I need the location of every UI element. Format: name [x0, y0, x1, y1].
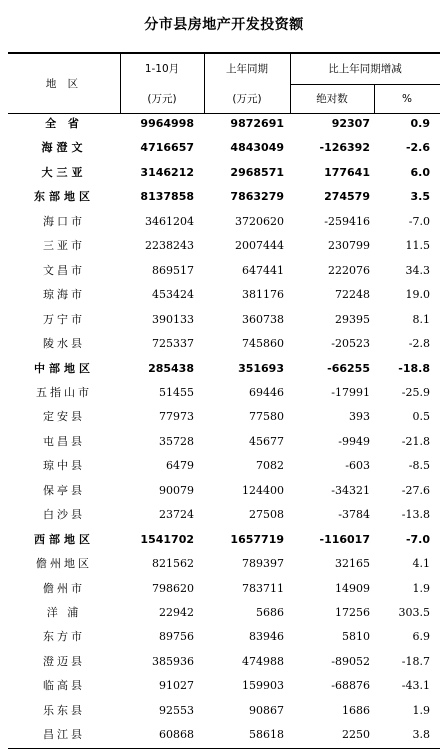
row-name: 洋 浦 — [46, 606, 82, 619]
row-change-percent: 3.5 — [410, 190, 430, 204]
row-change-absolute: 92307 — [331, 117, 370, 130]
header-col3: 比上年同期增减 — [328, 63, 402, 75]
header-col1-unit: (万元) — [147, 93, 177, 105]
row-change-percent: 8.1 — [412, 312, 430, 326]
row-change-percent: -18.8 — [398, 361, 430, 375]
row-change-percent: -27.6 — [401, 483, 430, 497]
row-value-previous: 9872691 — [230, 117, 284, 130]
row-change-absolute: 274579 — [324, 190, 370, 204]
row-value-previous: 7863279 — [230, 190, 284, 204]
row-change-absolute: -259416 — [324, 214, 370, 228]
row-value-previous: 783711 — [242, 581, 284, 595]
row-value-current: 60868 — [159, 728, 194, 742]
row-value-previous: 351693 — [238, 361, 284, 375]
row-value-previous: 124400 — [242, 483, 284, 497]
row-change-percent: -2.8 — [408, 337, 430, 351]
row-value-current: 869517 — [152, 263, 194, 277]
row-value-previous: 2007444 — [235, 239, 284, 253]
row-change-percent: 0.5 — [412, 410, 430, 424]
row-change-absolute: 29395 — [335, 312, 370, 326]
row-name: 澄迈县 — [43, 654, 85, 668]
row-change-absolute: 177641 — [324, 165, 370, 179]
row-change-percent: 6.0 — [410, 165, 430, 179]
row-value-current: 89756 — [159, 630, 194, 644]
row-value-current: 821562 — [152, 557, 194, 571]
row-value-current: 23724 — [159, 508, 194, 522]
row-change-absolute: 14909 — [335, 581, 370, 595]
header-col3a: 绝对数 — [316, 93, 348, 105]
row-change-percent: -8.5 — [408, 459, 430, 473]
row-change-absolute: 2250 — [342, 728, 370, 742]
row-value-previous: 159903 — [242, 679, 284, 693]
row-change-absolute: -116017 — [319, 532, 370, 546]
row-value-current: 3146212 — [140, 165, 194, 179]
row-value-current: 91027 — [159, 679, 194, 693]
row-change-absolute: -17991 — [331, 385, 370, 399]
row-change-percent: -21.8 — [401, 434, 430, 448]
row-change-absolute: 17256 — [335, 606, 370, 619]
row-change-absolute: -66255 — [327, 361, 370, 375]
row-change-absolute: 393 — [349, 410, 370, 424]
row-value-previous: 745860 — [242, 337, 284, 351]
row-value-previous: 58618 — [249, 728, 284, 742]
row-value-current: 798620 — [152, 581, 194, 595]
row-change-percent: 1.9 — [412, 703, 430, 717]
row-change-absolute: -3784 — [338, 508, 370, 522]
row-name: 海口市 — [43, 214, 85, 228]
row-name: 白沙县 — [43, 508, 85, 522]
row-change-percent: 11.5 — [405, 239, 430, 253]
header-col1: 1-10月 — [144, 63, 180, 75]
row-value-previous: 474988 — [242, 654, 284, 668]
row-value-previous: 360738 — [242, 312, 284, 326]
row-value-previous: 1657719 — [230, 532, 284, 546]
row-name: 东部地区 — [34, 190, 94, 204]
row-value-previous: 7082 — [256, 459, 284, 473]
row-change-percent: -7.0 — [408, 214, 430, 228]
row-value-current: 51455 — [159, 385, 194, 399]
row-name: 五指山市 — [36, 385, 92, 399]
row-name: 全 省 — [45, 117, 83, 130]
row-change-percent: -2.6 — [405, 141, 430, 155]
row-value-previous: 45677 — [249, 434, 284, 448]
row-name: 临高县 — [43, 679, 85, 693]
row-change-absolute: -20523 — [331, 337, 370, 351]
row-value-current: 2238243 — [145, 239, 194, 253]
row-change-percent: -7.0 — [405, 532, 430, 546]
header-col2: 上年同期 — [226, 63, 268, 75]
row-change-absolute: -68876 — [331, 679, 370, 693]
row-change-percent: 6.9 — [412, 630, 430, 644]
row-name: 三亚市 — [43, 239, 85, 253]
page-title: 分市县房地产开发投资额 — [144, 17, 304, 33]
row-name: 乐东县 — [43, 703, 85, 717]
row-name: 保亭县 — [43, 483, 85, 497]
row-value-previous: 77580 — [249, 410, 284, 424]
row-name: 昌江县 — [43, 728, 85, 742]
header-bottom-rule — [8, 113, 440, 114]
row-value-current: 8137858 — [140, 190, 194, 204]
row-value-previous: 5686 — [256, 606, 284, 619]
row-change-percent: -18.7 — [401, 654, 430, 668]
row-change-absolute: -34321 — [331, 483, 370, 497]
row-change-percent: 34.3 — [405, 263, 430, 277]
row-value-previous: 83946 — [249, 630, 284, 644]
row-change-percent: 0.9 — [410, 117, 430, 130]
row-name: 西部地区 — [34, 532, 94, 546]
row-name: 儋州地区 — [36, 557, 92, 571]
row-change-percent: -13.8 — [401, 508, 430, 522]
row-name: 中部地区 — [34, 361, 94, 375]
row-change-percent: 19.0 — [405, 288, 430, 302]
header-col3b: % — [402, 93, 412, 105]
row-value-previous: 69446 — [249, 385, 284, 399]
row-value-previous: 27508 — [249, 508, 284, 522]
header-mid-rule — [290, 84, 440, 85]
row-change-percent: 1.9 — [412, 581, 430, 595]
row-change-absolute: 1686 — [342, 703, 370, 717]
row-change-absolute: -603 — [345, 459, 370, 473]
row-value-current: 6479 — [166, 459, 194, 473]
row-value-previous: 3720620 — [235, 214, 284, 228]
row-name: 万宁市 — [43, 312, 85, 326]
row-change-percent: 4.1 — [412, 557, 430, 571]
header-region: 地 区 — [45, 78, 83, 90]
row-name: 儋州市 — [43, 581, 85, 595]
row-value-previous: 789397 — [242, 557, 284, 571]
row-change-percent: -25.9 — [401, 385, 430, 399]
row-change-percent: 303.5 — [398, 606, 430, 619]
row-value-current: 390133 — [152, 312, 194, 326]
row-value-current: 385936 — [152, 654, 194, 668]
row-name: 文昌市 — [43, 263, 85, 277]
row-change-absolute: -9949 — [338, 434, 370, 448]
row-value-current: 285438 — [148, 361, 194, 375]
row-value-current: 22942 — [159, 606, 194, 619]
row-value-current: 77973 — [159, 410, 194, 424]
row-value-current: 9964998 — [140, 117, 194, 130]
row-change-absolute: 230799 — [328, 239, 370, 253]
row-name: 陵水县 — [43, 337, 85, 351]
row-name: 海澄文 — [41, 141, 87, 155]
row-name: 琼海市 — [43, 288, 85, 302]
row-change-absolute: 222076 — [328, 263, 370, 277]
row-value-current: 4716657 — [140, 141, 194, 155]
row-value-current: 92553 — [159, 703, 194, 717]
row-value-previous: 381176 — [242, 288, 284, 302]
row-name: 琼中县 — [43, 459, 85, 473]
row-name: 定安县 — [43, 410, 85, 424]
row-change-absolute: 32165 — [335, 557, 370, 571]
row-value-previous: 647441 — [242, 263, 284, 277]
row-name: 屯昌县 — [43, 434, 85, 448]
row-value-previous: 4843049 — [230, 141, 284, 155]
table-top-rule — [8, 52, 440, 54]
table-bottom-rule — [8, 748, 440, 749]
row-name: 东方市 — [43, 630, 85, 644]
row-change-absolute: -89052 — [331, 654, 370, 668]
row-change-percent: 3.8 — [412, 728, 430, 742]
row-value-current: 35728 — [159, 434, 194, 448]
row-name: 大三亚 — [41, 165, 87, 179]
row-value-current: 1541702 — [140, 532, 194, 546]
row-change-absolute: 5810 — [342, 630, 370, 644]
row-change-percent: -43.1 — [401, 679, 430, 693]
header-col2-unit: (万元) — [232, 93, 262, 105]
row-value-current: 453424 — [152, 288, 194, 302]
row-value-current: 725337 — [152, 337, 194, 351]
row-value-previous: 2968571 — [230, 165, 284, 179]
row-value-current: 3461204 — [145, 214, 194, 228]
row-change-absolute: -126392 — [319, 141, 370, 155]
row-change-absolute: 72248 — [335, 288, 370, 302]
row-value-current: 90079 — [159, 483, 194, 497]
row-value-previous: 90867 — [249, 703, 284, 717]
